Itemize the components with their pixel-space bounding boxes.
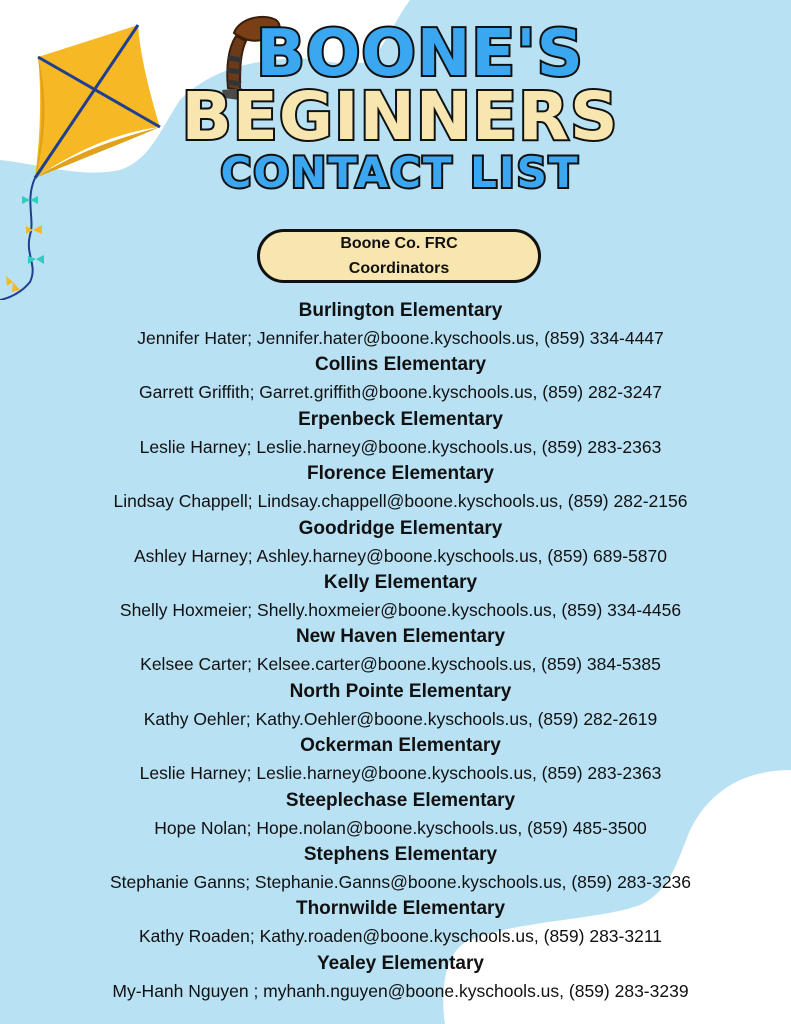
contact-details: Kathy Roaden; Kathy.roaden@boone.kyschools.us, (859) 283-3211: [138, 926, 662, 947]
contact-entry: [0, 406, 791, 460]
contact-details: Stephanie Ganns; Stephanie.Ganns@boone.kyschools.us, (859) 283-3236: [109, 871, 692, 892]
contact-details: Kathy Oehler; Kathy.Oehler@boone.kyschools.us, (859) 282-2619: [143, 708, 658, 729]
school-name: Goodridge Elementary: [298, 517, 503, 539]
contact-entry: [0, 895, 791, 949]
contact-details: My-Hanh Nguyen ; myhanh.nguyen@boone.kyschools.us, (859) 283-3239: [112, 980, 689, 1001]
contact-entry: [0, 569, 791, 623]
school-name: Stephens Elementary: [303, 843, 498, 865]
school-name: North Pointe Elementary: [289, 680, 512, 702]
school-name: Florence Elementary: [307, 463, 494, 485]
contact-entry: [0, 732, 791, 786]
school-name: Erpenbeck Elementary: [298, 408, 503, 430]
title-line-contact-list: CONTACT LIST: [220, 148, 580, 197]
badge-line-2: Coordinators: [348, 260, 450, 277]
title-line-boones: BOONE'S: [256, 17, 584, 91]
contact-details: Leslie Harney; Leslie.harney@boone.kyschools.us, (859) 283-2363: [139, 436, 662, 457]
contact-details: Lindsay Chappell; Lindsay.chappell@boone.kyschools.us, (859) 282-2156: [113, 491, 688, 512]
contact-entry: [0, 787, 791, 841]
contact-details: Hope Nolan; Hope.nolan@boone.kyschools.us, (859) 485-3500: [154, 817, 647, 838]
contact-details: Kelsee Carter; Kelsee.carter@boone.kyschools.us, (859) 384-5385: [140, 654, 661, 675]
badge-line-1: Boone Co. FRC: [340, 235, 458, 252]
contact-entry: [0, 460, 791, 514]
school-name: Steeplechase Elementary: [285, 789, 516, 811]
contact-entry: [0, 623, 791, 677]
contact-entry: [0, 950, 791, 1004]
school-name: Kelly Elementary: [323, 571, 478, 593]
contact-list: [0, 297, 791, 1004]
school-name: Yealey Elementary: [317, 952, 484, 974]
school-name: Ockerman Elementary: [300, 735, 501, 757]
contact-entry: [0, 515, 791, 569]
page-title: [180, 17, 620, 197]
contact-details: Jennifer Hater; Jennifer.hater@boone.kyschools.us, (859) 334-4447: [137, 328, 664, 348]
school-name: New Haven Elementary: [295, 626, 506, 648]
contact-details: Leslie Harney; Leslie.harney@boone.kyschools.us, (859) 283-2363: [139, 763, 662, 784]
title-line-beginners: BEGINNERS: [181, 78, 619, 155]
school-name: Burlington Elementary: [298, 300, 503, 321]
contact-entry: [0, 841, 791, 895]
contact-details: Shelly Hoxmeier; Shelly.hoxmeier@boone.kyschools.us, (859) 334-4456: [119, 599, 682, 620]
kite-bow-4: [6, 276, 20, 292]
contact-entry: [0, 297, 791, 351]
contact-details: Ashley Harney; Ashley.harney@boone.kyschools.us, (859) 689-5870: [133, 545, 668, 566]
school-name: Collins Elementary: [314, 354, 487, 376]
kite-icon: [0, 20, 170, 300]
contact-entry: [0, 678, 791, 732]
contact-entry: [0, 351, 791, 405]
school-name: Thornwilde Elementary: [295, 898, 506, 920]
contact-details: Garrett Griffith; Garret.griffith@boone.kyschools.us, (859) 282-3247: [139, 382, 662, 403]
coordinators-badge: [257, 229, 541, 283]
kite-bow-2: [26, 225, 42, 234]
